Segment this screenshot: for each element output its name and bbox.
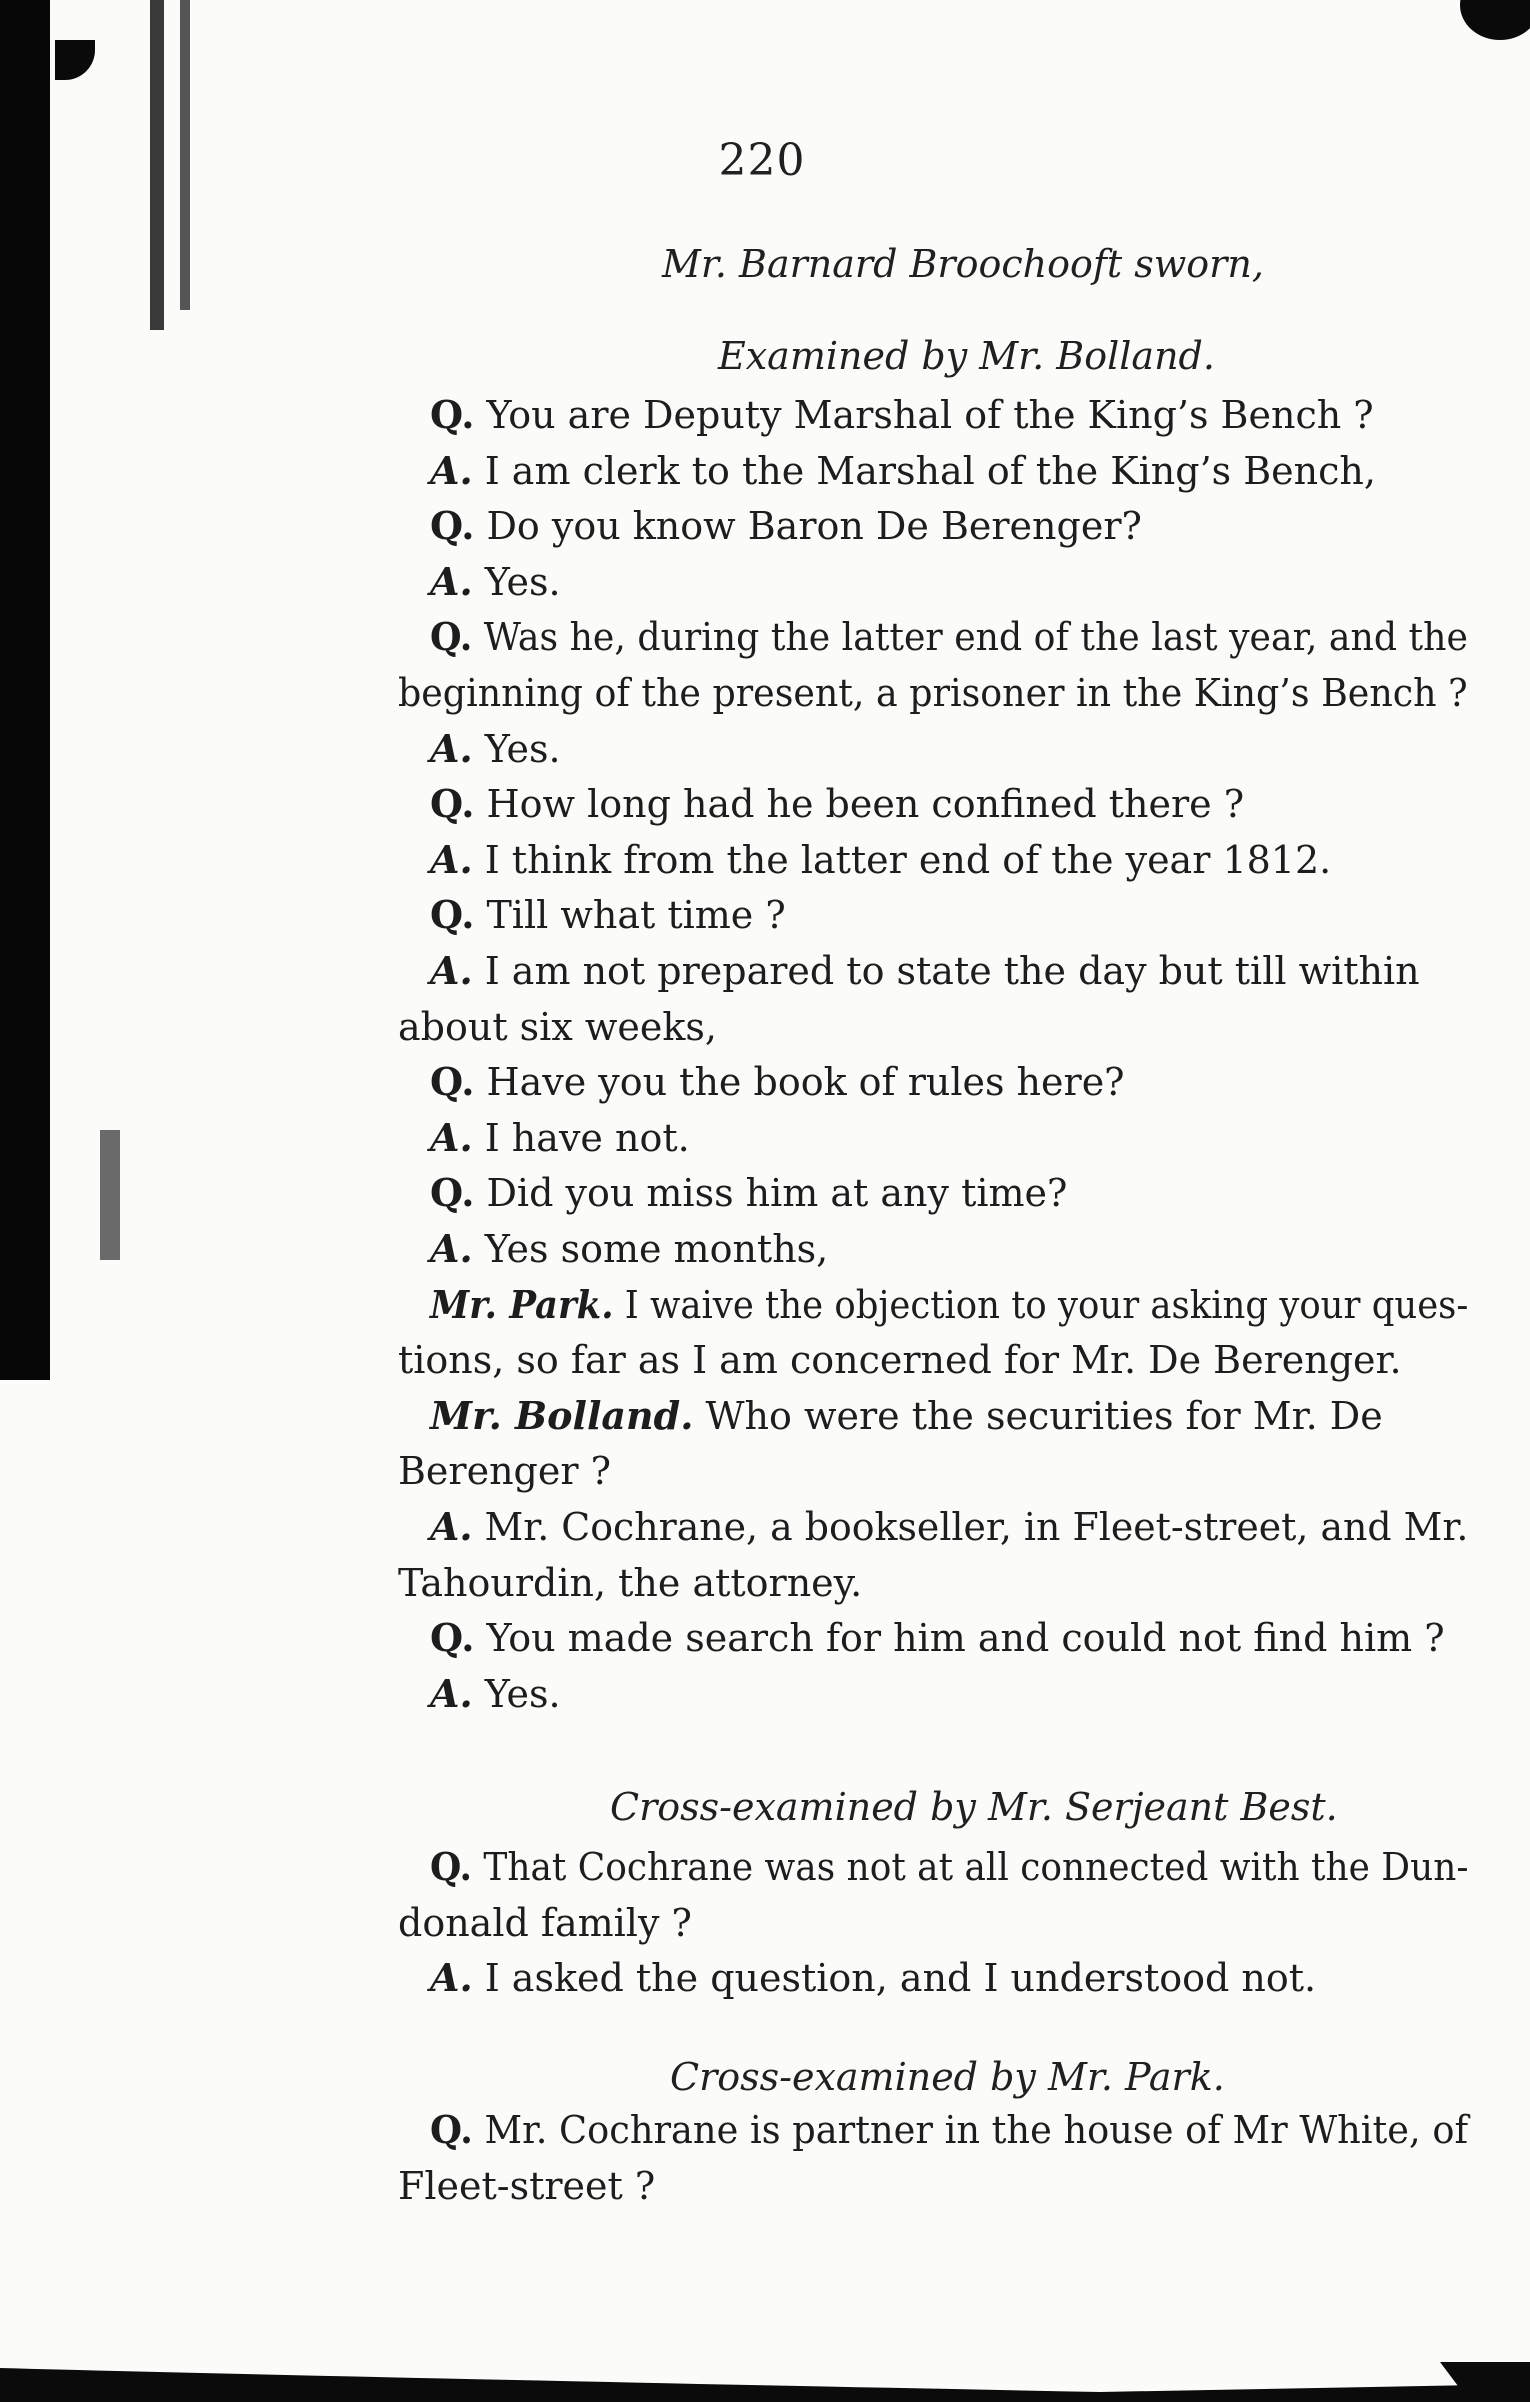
line-text: Till what time ? [486,893,786,938]
line-text: I am clerk to the Marshal of the King’s Bench, [484,448,1376,493]
text-line [398,1898,692,1948]
speaker-label: Q. [430,1059,475,1105]
speaker-label: Q. [430,392,475,437]
line-text: about six weeks, [398,1004,717,1049]
text-line [430,1669,561,1719]
line-text: Yes some months, [484,1227,829,1271]
scan-binding-streak [100,1130,120,1260]
speaker-label: A. [430,1504,473,1549]
line-text: Fleet-street ? [398,2164,656,2208]
text-line [430,1502,1468,1552]
page-number [0,135,1530,186]
heading-cross-park: Cross-examined by Mr. Park. [670,2055,1225,2099]
speaker-label: A. [430,558,473,604]
scan-bottom-edge [0,2362,1530,2402]
text-line [430,557,561,607]
line-text: Tahourdin, the attorney. [398,1560,863,1605]
line-text: Was he, during the latter end of the last year, and the [483,615,1468,660]
text-line [398,1002,717,1052]
speaker-label: A. [430,447,473,493]
speaker-label: A. [430,725,473,771]
line-text: Have you the book of rules here? [486,1060,1125,1105]
speaker-label: Q. [430,2107,473,2152]
text-line [398,1446,611,1496]
text-line [398,1335,1402,1385]
line-text: donald family ? [398,1900,692,1945]
heading-examined: Examined by Mr. Bolland. [718,334,1215,378]
text-line [430,1953,1316,2003]
line-text: Do you know Baron De Berenger? [486,504,1142,549]
line-text: I asked the question, and I understood not. [484,1956,1317,2001]
scan-corner-curl [1460,0,1530,40]
page-number-text: 220 [718,135,806,186]
text-line [430,779,1244,829]
line-text: Mr. Cochrane, a bookseller, in Fleet-street, and Mr. [484,1505,1469,1549]
line-text: You made search for him and could not find him ? [486,1616,1445,1661]
speaker-label: A. [430,1670,473,1716]
text-line [430,1224,828,1274]
line-text: I think from the latter end of the year 1812. [484,837,1332,882]
speaker-label: Q. [430,1170,475,1216]
line-text: I have not. [484,1115,690,1160]
text-line [430,501,1142,551]
speaker-label: Q. [430,892,475,938]
speaker-label: Q. [430,503,475,549]
line-text: tions, so far as I am concerned for Mr. De Berenger. [398,1338,1402,1383]
line-text: Yes. [484,1671,561,1716]
line-text: How long had he been confined there ? [486,782,1245,827]
text-line [430,1613,1445,1663]
text-line [430,946,1420,996]
text-line [430,1280,1468,1330]
line-text: You are Deputy Marshal of the King’s Bench ? [486,393,1374,437]
text-line [430,2105,1468,2155]
line-text: Yes. [484,726,561,771]
text-line [430,890,786,940]
text-line [430,1391,1383,1441]
line-text: I am not prepared to state the day but till within [484,949,1420,993]
line-text: Who were the securities for Mr. De [705,1393,1383,1438]
line-text: Did you miss him at any time? [486,1171,1068,1216]
text-line [430,1113,690,1163]
heading-cross-best: Cross-examined by Mr. Serjeant Best. [610,1785,1338,1829]
speaker-label: A. [430,1114,473,1160]
scan-spine-shadow [0,0,50,1380]
text-line [398,668,1468,718]
speaker-label: Q. [430,1615,475,1661]
line-text: Berenger ? [398,1449,611,1494]
line-text: That Cochrane was not at all connected with the Dun- [483,1845,1469,1889]
line-text: Mr. Cochrane is partner in the house of Mr White, of [484,2108,1469,2152]
text-line [430,724,561,774]
speaker-label: A. [430,1955,473,2001]
speaker-label: A. [430,948,473,993]
text-line [398,2161,655,2211]
speaker-label: Q. [430,781,475,827]
text-line [430,835,1331,885]
line-text: Yes. [484,559,561,604]
speaker-label: Mr. Park. [430,1281,614,1327]
speaker-label: Q. [430,614,473,660]
heading-sworn: Mr. Barnard Broochooft sworn, [662,242,1264,286]
text-line [430,612,1468,662]
text-line [430,1057,1125,1107]
text-line [430,446,1376,496]
text-line [430,1168,1067,1218]
text-line [430,1842,1468,1892]
line-text: beginning of the present, a prisoner in the King’s Bench ? [398,671,1468,715]
speaker-label: Mr. Bolland. [430,1392,694,1438]
speaker-label: A. [430,1226,473,1271]
line-text: I waive the objection to your asking your ques- [624,1282,1469,1327]
text-line [430,390,1374,440]
speaker-label: A. [430,836,473,882]
speaker-label: Q. [430,1844,473,1889]
text-line [398,1558,862,1608]
scan-corner-shadow [55,40,95,80]
